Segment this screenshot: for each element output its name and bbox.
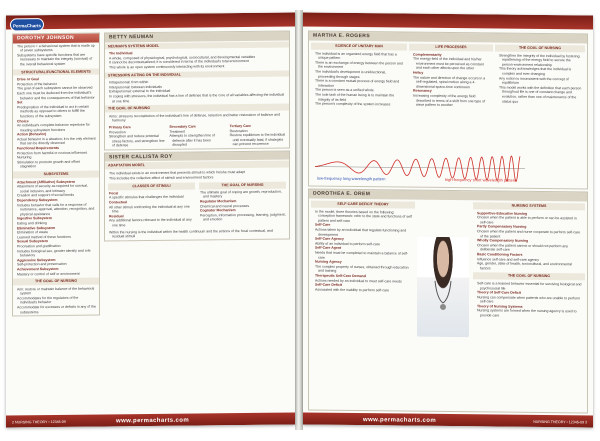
term: Dependency Subsystem [17, 197, 58, 203]
section-title: BETTY NEUMAN [105, 32, 289, 43]
text-line: Attempts to strengthen line of defense after it has been disrupted [169, 133, 215, 148]
rogers-column [308, 31, 588, 416]
text-line: A specific stimulus that challenges the individual [109, 195, 184, 200]
term: Drive or Goal [17, 77, 39, 82]
subsection-heading: LIFE PROCESSES [409, 44, 493, 51]
text-line: Ability of an individual to perform self-care [315, 241, 380, 247]
subsection-heading: SCIENCE OF UNITARY MAN [311, 43, 407, 51]
text-line: This theory acknowledges that the individual is complex and ever-changing [499, 66, 572, 76]
neuman-section [104, 31, 290, 151]
nurse-photo [417, 237, 469, 338]
roy-goal [105, 227, 289, 240]
rogers-section [308, 31, 588, 190]
term: Regulator Mechanism [200, 199, 237, 204]
text-line: The goal of each subsystem cannot be observed [17, 85, 93, 91]
text-line: Predisposition of the individual to act in certain methods as opposed to others to fulfill the functions of the subsystem [17, 104, 89, 119]
johnson-section [12, 33, 100, 317]
text-line: Chosen when the patient is able to perform or can be assisted in self-care [477, 215, 577, 225]
term: Primary Care [109, 125, 131, 130]
subsection-heading: THE GOAL OF NURSING [495, 44, 585, 52]
term: Residual [109, 214, 124, 219]
subsection-heading: THE GOAL OF NURSING [199, 182, 286, 190]
text-line: The person is seen as a unified whole [315, 87, 374, 93]
text-line: Nursing can compensate when patients who are unable to perform self-care [477, 294, 581, 304]
systems-list [473, 210, 585, 273]
life-list [409, 51, 493, 109]
goal-list [495, 52, 585, 105]
text-line: Strengthen the integrity of the individual by fostering repatterning of the energy field to secure the person-environment relationship [499, 53, 580, 67]
section-title: DOROTHY JOHNSON [13, 34, 99, 43]
text-line: Accommodates for the regulators of the individual's behavior [17, 295, 79, 305]
term: Sexual Subsystem [17, 239, 48, 244]
term: Attachment (Affiliative) Subsystem [17, 179, 75, 185]
text-line: Treatment [169, 129, 186, 134]
subsection-heading: SUBSYSTEMS [13, 171, 99, 178]
term: Self-Care [315, 222, 331, 228]
text-line: Needs that must be completed to maintain a balance of self-care [315, 250, 409, 260]
text-line: Self-care is a learned behavior essential for surviving biological and psychosocial life [477, 281, 582, 291]
term: Cognator Mechanism [200, 208, 236, 213]
text-line: Mastery or control of self or environment [17, 271, 80, 276]
johnson-goal [13, 285, 99, 315]
footer-url: www.permacharts.com [116, 417, 190, 425]
term: Achievement Subsystem [17, 266, 59, 272]
subsection-heading: THE GOAL OF NURSING [105, 104, 289, 113]
text-line: Influence self-care and self-care agency [477, 256, 540, 262]
term: Basic Conditioning Factors [477, 252, 523, 257]
text-line: Learned method of these functions [17, 234, 71, 240]
term: Set [17, 100, 23, 105]
orem-goal [473, 280, 585, 320]
rogers-points [311, 50, 407, 108]
text-line: Protection from harmful or noxious influences [17, 150, 88, 156]
text-line: The person's complexity of the system increases [315, 101, 391, 107]
text-line: The individual exists in an environment that presents stimuli to which he/she must adapt [109, 170, 245, 176]
neuman-care-levels [105, 122, 289, 149]
term: Aggressive Subsystem [17, 257, 56, 263]
text-line: Chosen when the patient and nurse cooperate to perform self-care of the patient [477, 229, 581, 239]
text-line: In coping with stressors, the individual has a line of defense that is the core of all variables affecting the individual at one time [109, 92, 285, 103]
term: Helicy [413, 70, 424, 75]
wave-high-label: high-frequency short wavelength pattern [445, 176, 517, 183]
term: The Individual [109, 51, 133, 56]
subsection-heading: THE GOAL OF NURSING [473, 273, 585, 281]
care-level [229, 123, 286, 147]
text-line: Includes biological sex, gender identity and role behaviors [17, 248, 91, 258]
subsection-heading: ADAPTATION MODEL [105, 161, 289, 170]
footer-title: NURSING THEORY • 12345-09 3 [533, 419, 587, 425]
text-line: Interpersonal: between individuals [109, 84, 162, 90]
text-line: Elimination of waste [17, 230, 49, 235]
wave-low-label: low-frequency long wavelength pattern [317, 175, 386, 182]
text-line: Nursing systems are formed when the nursing agency is used to provide care [477, 308, 577, 318]
subsection-heading: CLASSES OF STIMULI [108, 183, 195, 191]
text-line: The individual's development is unidirectional, proceeding through stages [315, 69, 387, 79]
text-line: Restoration [229, 128, 248, 133]
orem-theory [311, 200, 415, 294]
term: Partly Compensatory Nursing [477, 224, 527, 230]
section-title: MARTHA E. ROGERS [309, 32, 587, 44]
brochure-spine [295, 10, 303, 430]
right-page [303, 12, 593, 427]
text-line: The energy field of the individual and his/her environment must be perceived as constant and each other affects upon the other [413, 56, 484, 71]
rogers-goal [495, 43, 585, 105]
term: Therapeutic Self-Care Demand [315, 273, 366, 279]
text-line: Nurturing [17, 155, 32, 160]
text-line: Subsystems have specific functions that are necessary to maintain the integrity (survival) of the overall behavioral system [17, 52, 93, 67]
text-line: It cannot be decontextualized; it is considered in terms of the individual's total environment [109, 59, 249, 65]
term: Supportive-Educative Nursing [477, 210, 528, 216]
subsection-heading: NEUMAN'S SYSTEMS MODEL [105, 41, 289, 50]
text-line: Self-protection and preservation [17, 262, 67, 267]
rogers-life-processes [409, 43, 493, 110]
term: Self-Care Agent [315, 245, 342, 251]
subsection-heading: SELF-CARE DEFICIT THEORY [311, 201, 415, 209]
text-line: Within the nursing is the individual within the health continuum and the actions of the focal contextual, and residual stimuli [109, 228, 273, 239]
text-line: The ultimate goal of coping are growth, reproduction, and mastery [200, 189, 282, 199]
footer-title: 2 NURSING THEORY • 12345-09 [12, 419, 66, 425]
section-title: SISTER CALLISTA ROY [105, 151, 289, 162]
roy-columns [105, 180, 289, 229]
rogers-science [311, 42, 407, 109]
top-bar [303, 12, 593, 29]
text-line: Chosen when the patient cannot or should not perform any deliberate self-care [477, 243, 569, 252]
johnson-intro [13, 42, 99, 68]
term: Theory of Nursing Systems [477, 304, 523, 309]
section-title: DOROTHEA E. OREM [309, 190, 587, 202]
term: Tertiary Care [229, 123, 251, 129]
text-line: This includes the collective effect of stimuli and environment factors [109, 174, 214, 181]
subsection-heading: NURSING SYSTEMS [473, 202, 585, 210]
text-line: There is a constant mutual process of energy field and interaction [315, 78, 400, 88]
text-line: There is an exchange of energy between the person and the environment [315, 60, 403, 70]
text-line: Actions taken by an individual that regulate functioning and development [315, 227, 407, 237]
text-line: Strengthen and reduce potential stress factors, and strengthen line of defense [109, 134, 165, 148]
text-line: Any additional factors relevant to the individual at any one time [109, 217, 192, 228]
text-line: Attainment of security as required for survival, social inclusion, and intimacy [17, 183, 89, 194]
brand-logo: PermaCharts [10, 18, 44, 31]
term: Contextual [109, 200, 128, 205]
term: Self-Care Agency [315, 236, 344, 242]
text-line: All other stimuli confronting the individual at any one time [109, 204, 190, 214]
term: Action (Behavior) [17, 132, 47, 137]
neuman-column [104, 31, 290, 244]
text-line: Actual behavior in a situation; it is the only element that can be directly observed [17, 136, 96, 146]
text-line: Aim: restore or maintain balance of the behavioral system [17, 286, 95, 296]
text-line: In the model, three theories based on the following: conception framework: refer to the state and functions of self pattern and self-care [315, 209, 412, 223]
text-line: Increasing complexity of the energy field described in terms of a shift from one type of wave pattern to another [413, 93, 486, 108]
neuman-individual [105, 49, 289, 71]
text-line: A whole, composed of physiological, psychological, sociocultural, and developmental variables [109, 54, 256, 61]
text-line: This whole is an open system continuously interacting with its environment [109, 64, 225, 70]
term: Eliminative Subsystem [17, 225, 56, 230]
neuman-stressors [105, 78, 289, 105]
text-line: Stimulation to promote growth and offset stagnation [17, 159, 80, 169]
johnson-subsystems [13, 178, 99, 277]
text-line: Chemical and neural processes [200, 203, 250, 209]
energy-wave-diagram [315, 150, 525, 188]
text-line: Accommodate for excesses or deficits in any of the subsystems [17, 304, 96, 315]
text-line: Extrapersonal: external to the individual [109, 89, 171, 94]
term: Focal [109, 191, 119, 196]
roy-modes [199, 181, 286, 227]
text-line: Includes behavior that calls for a response of nurturance, approval, attention, recognition, and physical assistance [17, 202, 95, 217]
text-line: Procreation and gratification [17, 243, 61, 249]
johnson-column [12, 33, 100, 319]
subsection-heading: THE GOAL OF NURSING [13, 278, 99, 285]
text-line: Prevention [109, 129, 126, 134]
text-line: Each one must be deduced from the individual's behavior and the consequences of that behavior [17, 90, 95, 100]
text-line: The person = a behavioral system that is made up of seven subsystems [17, 43, 95, 53]
term: Nursing Agency [315, 259, 342, 265]
text-line: Perception, information processing, learning, judgment, and emotion [200, 212, 286, 222]
care-level [168, 124, 225, 148]
roy-stimuli [108, 182, 195, 228]
term: Functional Requirements [17, 146, 60, 151]
roy-section [104, 150, 290, 241]
text-line: Protection of the behavior [17, 81, 57, 87]
term: Wholly Compensatory Nursing [477, 238, 529, 243]
text-line: Aims: stressors reconstitution of the individual's line of defense, retention and better restoration of balance and harmony [109, 112, 280, 123]
text-line: An individual's complete behavior repertoire for meeting subsystem functions [17, 122, 90, 133]
term: Choice [17, 118, 29, 123]
care-level [108, 125, 165, 149]
left-page [6, 12, 295, 427]
stethoscope-icon [417, 237, 469, 338]
text-line: The sole task of the human being is to maintain the integrity of its field [315, 92, 395, 102]
orem-systems [473, 201, 585, 320]
text-line: Associated with the inability to perform self-care [315, 287, 390, 293]
term: Resonancy [413, 88, 432, 94]
term: Self-Care Deficit [315, 282, 343, 287]
text-line: Intrapersonal: from within [109, 80, 149, 85]
term: Ingestive Subsystem [17, 216, 52, 221]
orem-section [308, 189, 588, 414]
subsection-heading: STRUCTURAL/FUNCTIONAL ELEMENTS [13, 68, 99, 75]
text-line: Creation and support of social bonds [17, 193, 75, 198]
term: Theory of Self-Care Deficit [477, 290, 521, 295]
text-line: Age, gender, state of health, sociocultural, and environmental factors [477, 261, 572, 271]
subsection-heading: STRESSORS ACTING ON THE INDIVIDUAL [105, 70, 289, 79]
text-line: The complex property of nurses, obtained through education and training [315, 264, 409, 274]
text-line: Any notion is inconsistent with the concept of equilibrium [499, 76, 569, 85]
text-line: Actions needed by an individual to meet self-care needs [315, 278, 402, 284]
term: Secondary Care [169, 124, 196, 129]
orem-points [311, 208, 415, 294]
text-line: This model works with the definition that each person throughout life is one of constant change and evolution, rather than one of maintenance of the status quo [499, 85, 582, 104]
johnson-structural [13, 76, 99, 171]
text-line: The nature and direction of change occurs in a self-regulated, spiral motion along a 4-dimensional space-time continuum [413, 75, 486, 89]
footer-url: www.permacharts.com [363, 417, 437, 424]
text-line: Restore equilibrium to the individual until eventually fatal, if strategies can prevent recurrence [229, 132, 286, 147]
text-line: The individual is an organized energy field that has a unique pattern [315, 51, 397, 61]
term: Complementarity [413, 52, 442, 57]
top-bar [6, 12, 295, 29]
text-line: Eating and drinking [17, 221, 47, 226]
